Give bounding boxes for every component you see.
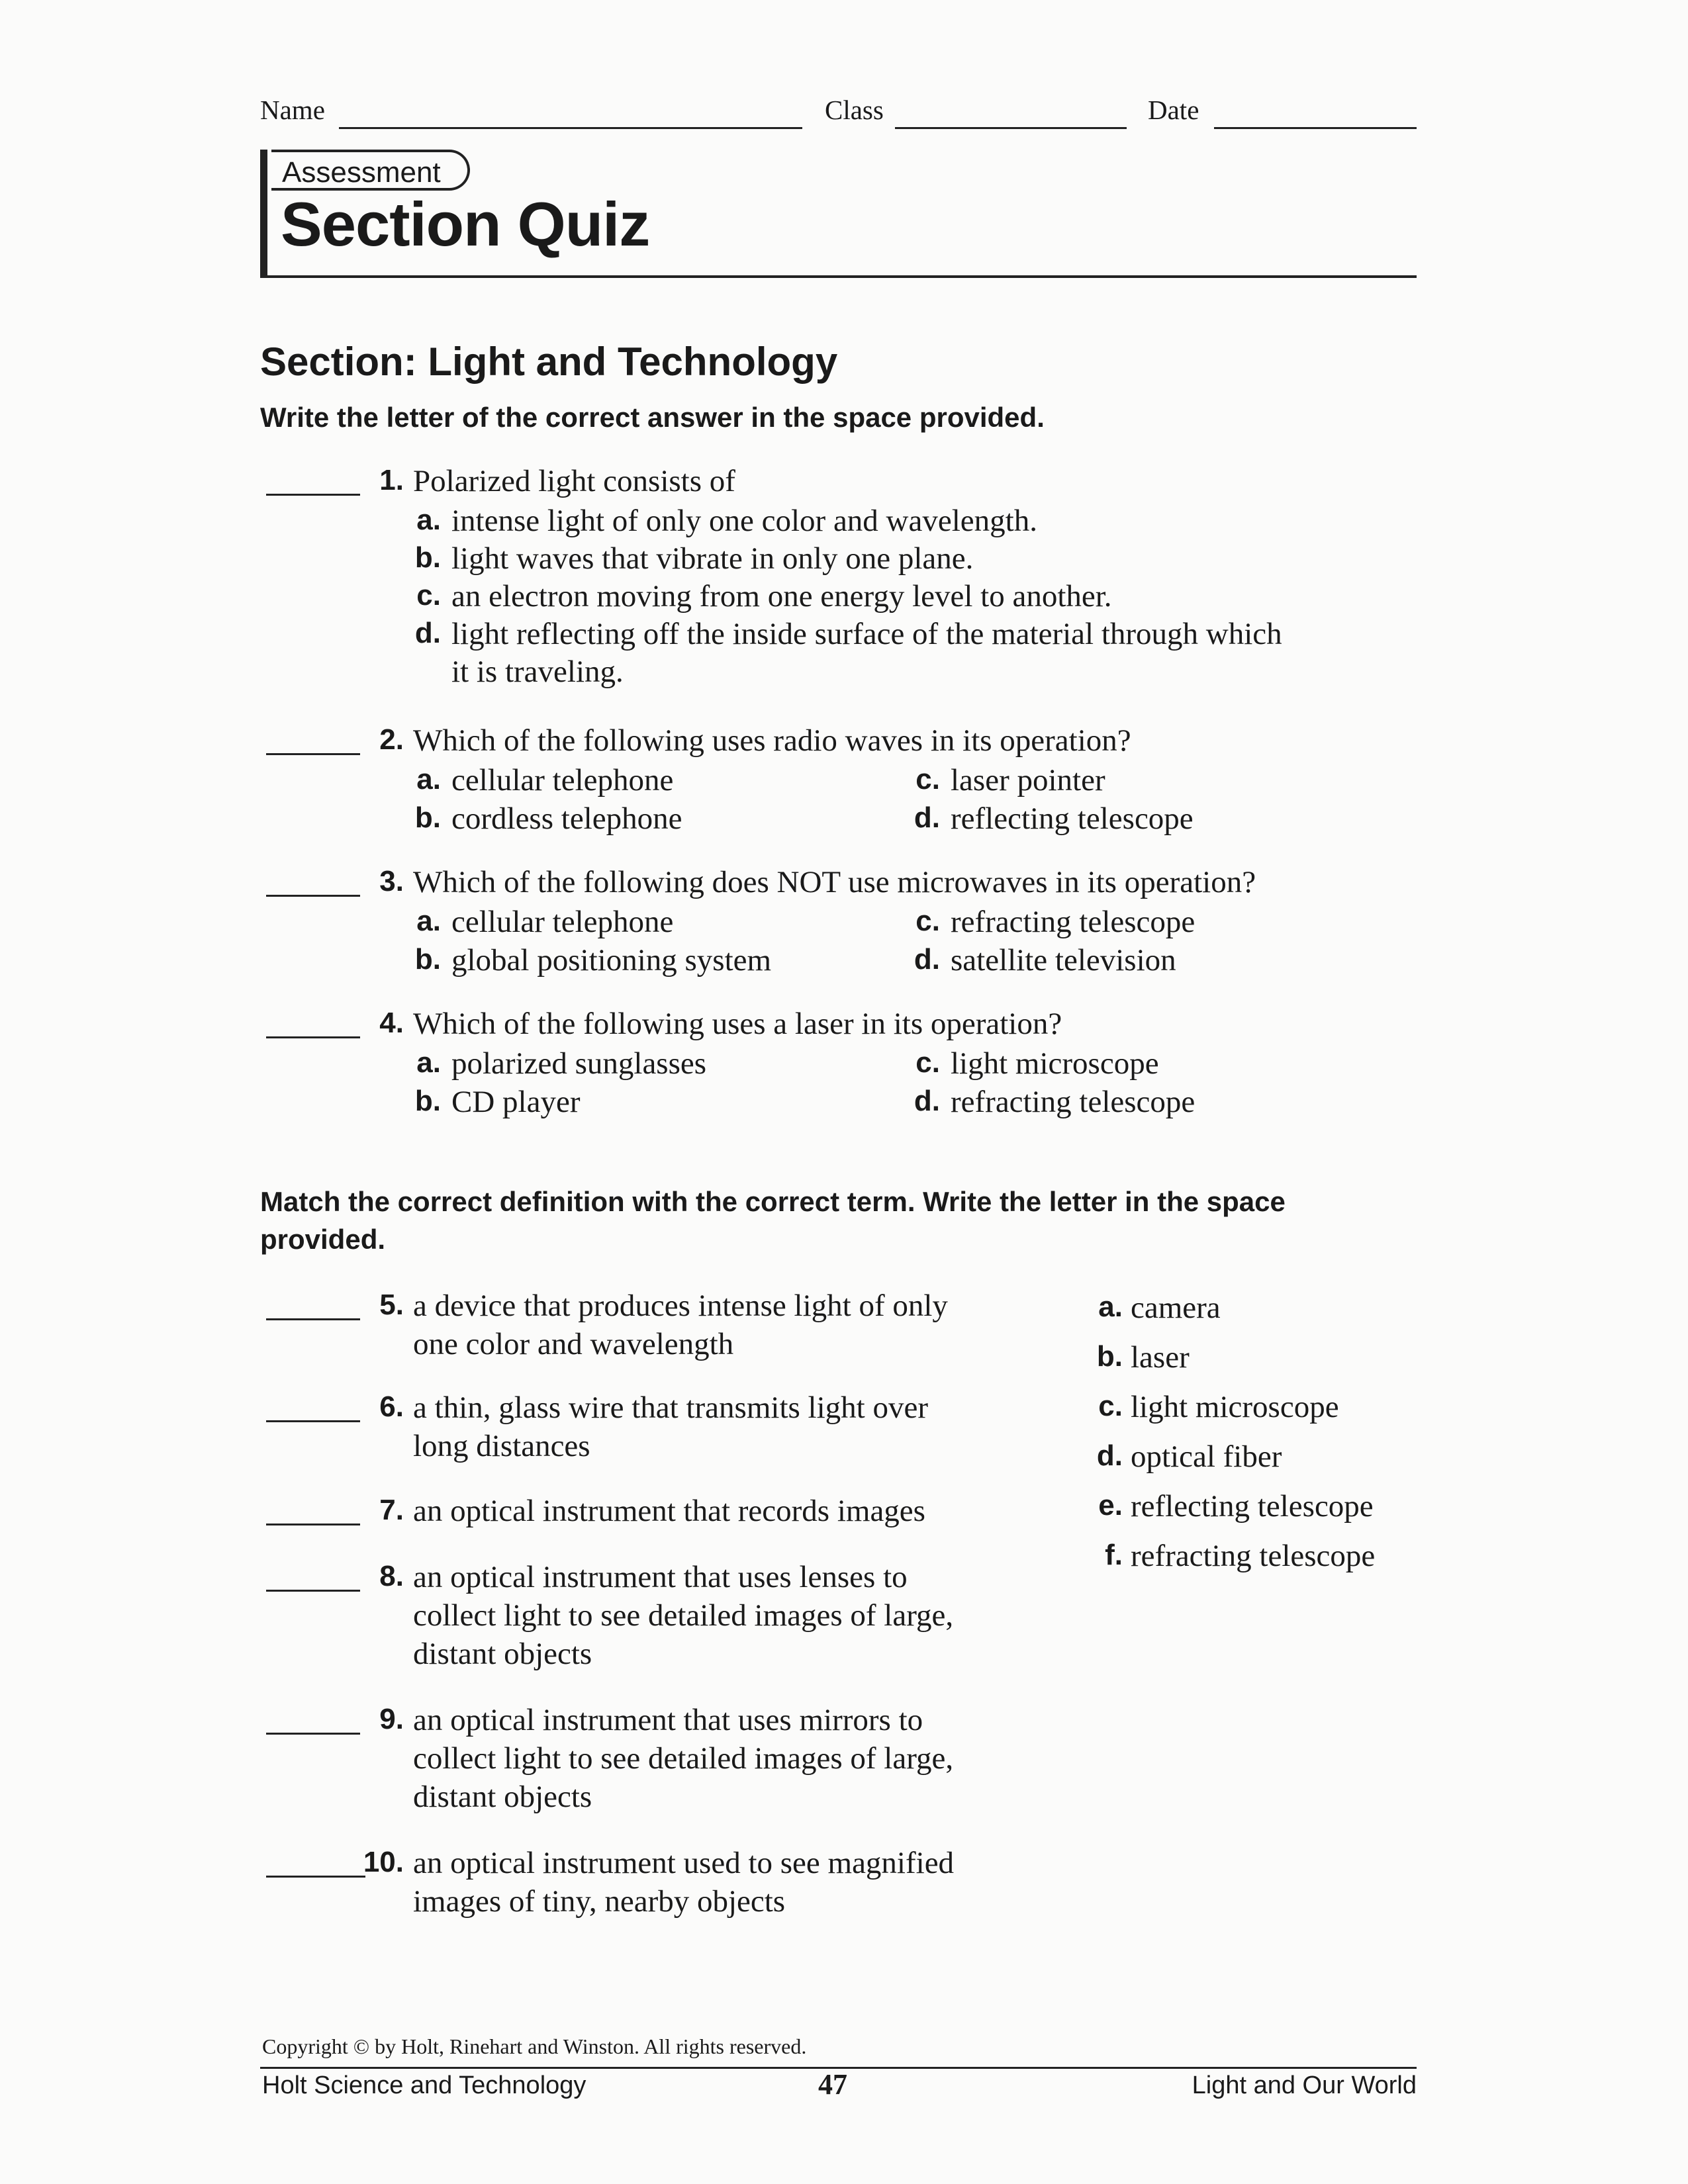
book-title: Holt Science and Technology (262, 2071, 586, 2099)
option-text: cellular telephone (451, 763, 674, 797)
term-letter: d. (1096, 1439, 1123, 1472)
option-text: CD player (451, 1085, 581, 1119)
answer-blank-8[interactable] (266, 1590, 360, 1592)
date-field[interactable] (1214, 127, 1417, 129)
definition-text: long distances (413, 1429, 590, 1463)
option-text: light reflecting off the inside surface of the material through which (451, 617, 1282, 651)
option-letter: d. (414, 617, 441, 649)
term-letter: e. (1098, 1489, 1123, 1522)
option-letter: c. (915, 1046, 940, 1079)
option-text: intense light of only one color and wavelength. (451, 504, 1037, 538)
question-number: 9. (379, 1703, 404, 1735)
question-text: Polarized light consists of (413, 464, 735, 498)
definition-text: an optical instrument used to see magnified (413, 1846, 955, 1880)
chapter-title: Light and Our World (1192, 2071, 1417, 2099)
option-letter: a. (416, 504, 441, 536)
section-heading: Section: Light and Technology (260, 340, 838, 384)
question-number: 10. (363, 1846, 404, 1878)
instruction-matching: Match the correct definition with the correct term. Write the letter in the space (260, 1186, 1286, 1217)
assessment-tab: Assessment (271, 150, 470, 191)
option-letter: b. (414, 541, 441, 574)
answer-blank-9[interactable] (266, 1733, 360, 1735)
question-text: Which of the following uses a laser in its operation? (413, 1007, 1062, 1041)
name-field[interactable] (339, 127, 802, 129)
definition-text: collect light to see detailed images of large, (413, 1741, 954, 1776)
option-letter: a. (416, 763, 441, 796)
title-bar (260, 150, 267, 277)
option-letter: d. (914, 943, 940, 976)
term-text: laser (1131, 1340, 1190, 1375)
answer-blank-4[interactable] (266, 1036, 360, 1038)
question-number: 5. (379, 1289, 404, 1321)
term-text: refracting telescope (1131, 1539, 1376, 1573)
question-number: 1. (379, 464, 404, 496)
definition-text: an optical instrument that records images (413, 1494, 925, 1528)
question-number: 6. (379, 1390, 404, 1423)
question-number: 2. (379, 723, 404, 756)
option-text: refracting telescope (951, 905, 1196, 939)
page-title: Section Quiz (281, 189, 650, 259)
option-text: laser pointer (951, 763, 1105, 797)
term-letter: f. (1105, 1539, 1123, 1571)
name-label: Name (260, 95, 325, 125)
term-text: camera (1131, 1291, 1221, 1325)
option-text: global positioning system (451, 943, 772, 978)
copyright-notice: Copyright © by Holt, Rinehart and Winston. All rights reserved. (262, 2034, 807, 2058)
option-letter: c. (915, 763, 940, 796)
answer-blank-6[interactable] (266, 1420, 360, 1422)
option-text: cordless telephone (451, 801, 682, 836)
question-number: 8. (379, 1560, 404, 1592)
definition-text: an optical instrument that uses mirrors to (413, 1703, 923, 1737)
option-text: polarized sunglasses (451, 1046, 707, 1081)
option-letter: c. (915, 905, 940, 937)
question-number: 7. (379, 1494, 404, 1526)
answer-blank-5[interactable] (266, 1318, 360, 1320)
option-letter: b. (414, 801, 441, 834)
question-number: 3. (379, 865, 404, 897)
instruction-matching-cont: provided. (260, 1224, 386, 1255)
definition-text: an optical instrument that uses lenses to (413, 1560, 908, 1594)
option-text: reflecting telescope (951, 801, 1194, 836)
option-text: light microscope (951, 1046, 1159, 1081)
option-letter: b. (414, 1085, 441, 1117)
option-letter: d. (914, 801, 940, 834)
question-number: 4. (379, 1007, 404, 1039)
answer-blank-1[interactable] (266, 494, 360, 496)
term-text: reflecting telescope (1131, 1489, 1374, 1524)
definition-text: collect light to see detailed images of large, (413, 1598, 954, 1633)
option-text: it is traveling. (451, 655, 624, 689)
definition-text: distant objects (413, 1780, 592, 1814)
option-text: an electron moving from one energy level to another. (451, 579, 1112, 614)
definition-text: images of tiny, nearby objects (413, 1884, 786, 1919)
term-letter: a. (1098, 1291, 1123, 1323)
definition-text: distant objects (413, 1637, 592, 1671)
option-text: cellular telephone (451, 905, 674, 939)
definition-text: one color and wavelength (413, 1327, 734, 1361)
definition-text: a device that produces intense light of only (413, 1289, 948, 1323)
option-text: refracting telescope (951, 1085, 1196, 1119)
class-label: Class (825, 95, 884, 125)
answer-blank-7[interactable] (266, 1524, 360, 1525)
answer-blank-3[interactable] (266, 895, 360, 897)
option-letter: a. (416, 1046, 441, 1079)
term-text: optical fiber (1131, 1439, 1282, 1474)
class-field[interactable] (895, 127, 1127, 129)
question-text: Which of the following does NOT use microwaves in its operation? (413, 865, 1256, 899)
option-letter: a. (416, 905, 441, 937)
date-label: Date (1148, 95, 1199, 125)
page-number: 47 (818, 2068, 847, 2101)
option-letter: d. (914, 1085, 940, 1117)
title-divider (260, 275, 1417, 278)
question-text: Which of the following uses radio waves in its operation? (413, 723, 1131, 758)
term-letter: b. (1096, 1340, 1123, 1373)
option-text: satellite television (951, 943, 1176, 978)
option-letter: c. (416, 579, 441, 612)
answer-blank-10[interactable] (266, 1876, 365, 1878)
option-letter: b. (414, 943, 441, 976)
answer-blank-2[interactable] (266, 753, 360, 755)
term-text: light microscope (1131, 1390, 1339, 1424)
instruction-multiple-choice: Write the letter of the correct answer in the space provided. (260, 402, 1045, 433)
definition-text: a thin, glass wire that transmits light over (413, 1390, 928, 1425)
term-letter: c. (1098, 1390, 1123, 1422)
option-text: light waves that vibrate in only one plane. (451, 541, 974, 576)
